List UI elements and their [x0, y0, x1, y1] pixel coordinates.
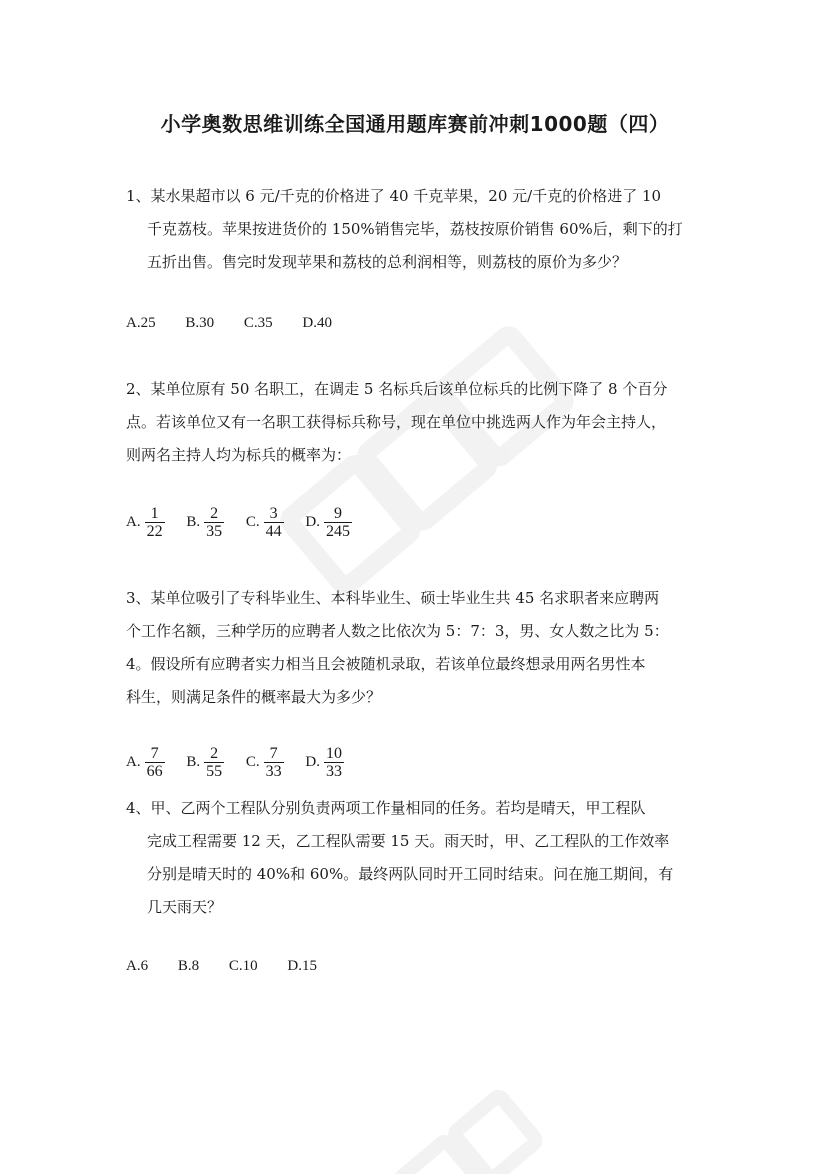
question-4-line: 4、甲、乙两个工程队分别负责两项工作量相同的任务。若均是晴天，甲工程队 [126, 799, 646, 817]
option-letter: D. [305, 514, 320, 530]
question-3-line: 科生，则满足条件的概率最大为多少？ [126, 688, 382, 706]
fraction-numerator: 7 [150, 745, 159, 762]
question-1 [126, 180, 710, 279]
fraction-denominator: 22 [146, 523, 163, 540]
option-c [246, 505, 284, 540]
question-4 [126, 792, 710, 924]
option-d [305, 505, 352, 540]
option-letter: A. [126, 754, 141, 770]
question-1-line: 五折出售。售完时发现苹果和荔枝的总利润相等，则荔枝的原价为多少？ [147, 253, 628, 271]
fraction [264, 745, 284, 780]
question-4-options [126, 958, 343, 975]
fraction [324, 505, 352, 540]
option-letter: D. [305, 754, 320, 770]
question-1-options [126, 315, 358, 332]
question-2-line: 2、某单位原有 50 名职工，在调走 5 名标兵后该单位标兵的比例下降了 8 个百分 [126, 380, 668, 398]
fraction [145, 745, 165, 780]
question-1-line: 千克荔枝。苹果按进货价的 150%销售完毕，荔枝按原价销售 60%后，剩下的打 [147, 220, 683, 238]
question-3-line: 个工作名额，三种学历的应聘者人数之比依次为 5：7：3，男、女人数之比为 5： [126, 622, 669, 640]
question-4-line: 分别是晴天时的 40%和 60%。最终两队同时开工同时结束。问在施工期间，有 [147, 865, 674, 883]
fraction [204, 745, 224, 780]
question-3-line: 4。假设所有应聘者实力相当且会被随机录取，若该单位最终想录用两名男性本 [126, 655, 646, 673]
fraction [264, 505, 284, 540]
page-title: 小学奥数思维训练全国通用题库赛前冲刺1000题（四） [160, 112, 670, 136]
fraction-numerator: 10 [325, 745, 342, 762]
fraction-denominator: 245 [325, 523, 350, 540]
question-3-options [126, 745, 362, 780]
option-a [126, 745, 165, 780]
option-letter: C. [245, 754, 260, 770]
fraction-denominator: 33 [325, 763, 342, 780]
option-letter: A. [126, 514, 141, 530]
fraction-numerator: 7 [269, 745, 278, 762]
option-a: A.6 [126, 958, 149, 974]
fraction-numerator: 9 [333, 505, 342, 522]
fraction-denominator: 66 [146, 763, 163, 780]
fraction-denominator: 55 [206, 763, 223, 780]
question-2-line: 点。若该单位又有一名职工获得标兵称号，现在单位中挑选两人作为年会主持人， [126, 413, 667, 431]
fraction-numerator: 2 [210, 745, 219, 762]
question-1-line: 1、某水果超市以 6 元/千克的价格进了 40 千克苹果，20 元/千克的价格进了 10 [126, 187, 662, 205]
option-letter: C. [245, 514, 260, 530]
fraction-denominator: 44 [265, 523, 282, 540]
question-4-line: 几天雨天？ [147, 898, 223, 916]
fraction-denominator: 35 [206, 523, 223, 540]
fraction [204, 505, 224, 540]
question-2-line: 则两名主持人均为标兵的概率为： [126, 446, 352, 464]
fraction [145, 505, 165, 540]
fraction-denominator: 33 [265, 763, 282, 780]
option-b: B.30 [185, 315, 215, 331]
watermark-logo-bottom [380, 1060, 580, 1174]
fraction-numerator: 1 [150, 505, 159, 522]
fraction-numerator: 2 [210, 505, 219, 522]
option-c: C.35 [243, 315, 273, 331]
option-d: D.40 [302, 315, 332, 331]
fraction-numerator: 3 [269, 505, 278, 522]
fraction [324, 745, 344, 780]
option-d: D.15 [287, 958, 317, 974]
question-2-options [126, 505, 370, 540]
option-b [186, 505, 224, 540]
question-3 [126, 582, 710, 714]
option-d [305, 745, 344, 780]
option-b [186, 745, 224, 780]
option-c: C.10 [228, 958, 258, 974]
option-a [126, 505, 165, 540]
option-letter: B. [186, 514, 201, 530]
option-letter: B. [186, 754, 201, 770]
question-2 [126, 373, 710, 472]
question-3-line: 3、某单位吸引了专科毕业生、本科毕业生、硕士毕业生共 45 名求职者来应聘两 [126, 589, 660, 607]
option-c [246, 745, 284, 780]
option-a: A.25 [126, 315, 156, 331]
question-4-line: 完成工程需要 12 天，乙工程队需要 15 天。雨天时，甲、乙工程队的工作效率 [147, 832, 670, 850]
option-b: B.8 [177, 958, 200, 974]
